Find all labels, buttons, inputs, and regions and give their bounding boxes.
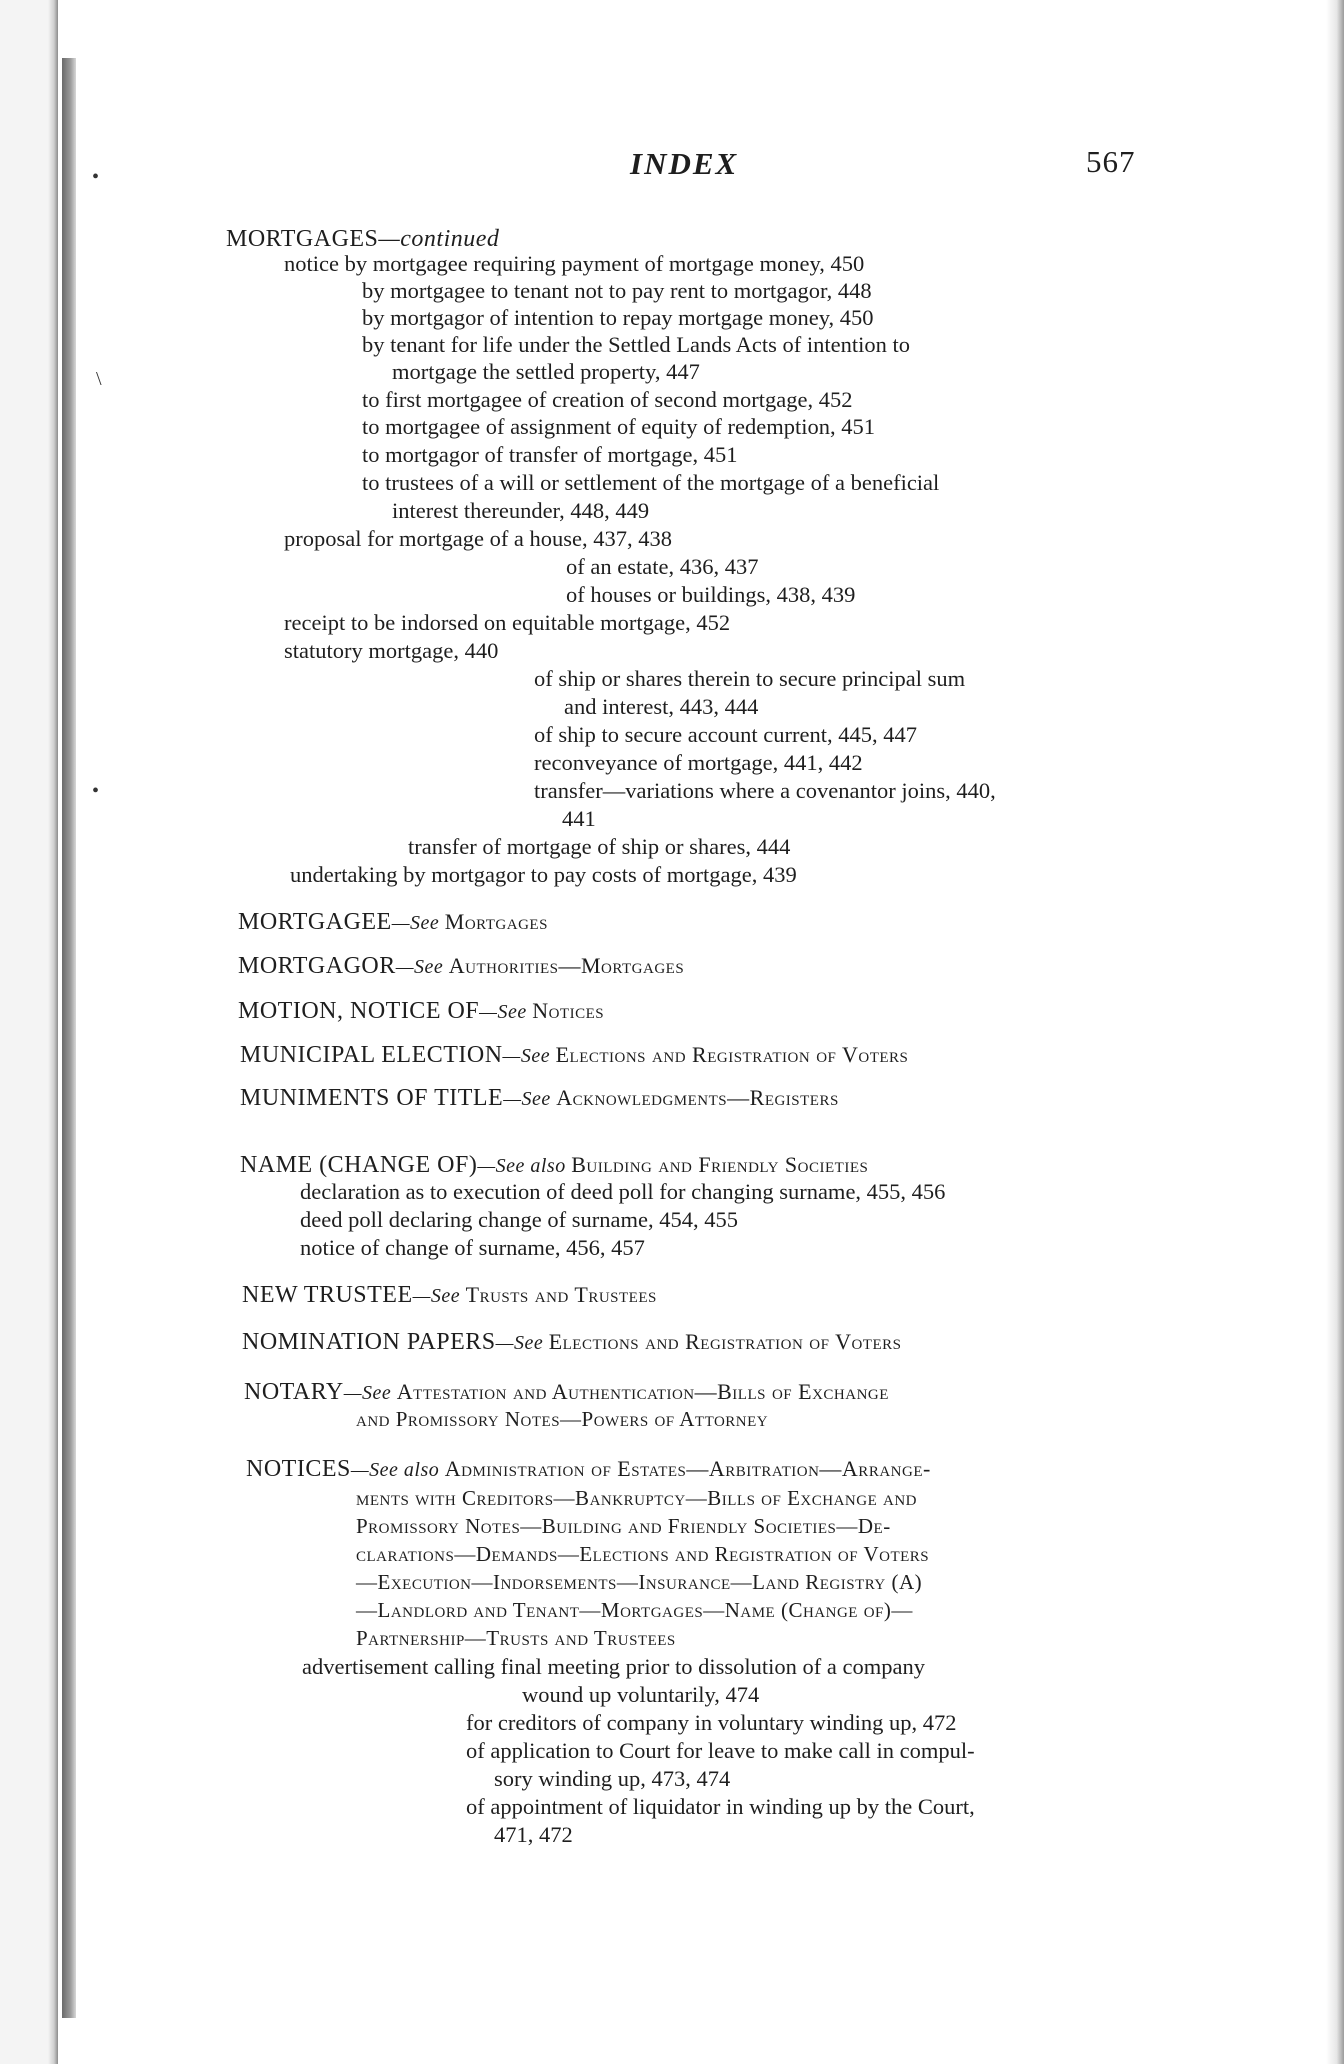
index-subentry: notice of change of surname, 456, 457 [300, 1235, 645, 1260]
cross-reference: clarations—Demands—Elections and Registration of Voters [356, 1542, 930, 1566]
see-label: —See [502, 1045, 556, 1067]
index-entry [240, 1083, 839, 1114]
index-subentry: to trustees of a will or settlement of the mortgage of a beneficial [362, 470, 940, 495]
index-subentry: notice by mortgagee requiring payment of mortgage money, 450 [284, 251, 865, 276]
index-subentry: of ship to secure account current, 445, 447 [534, 722, 918, 747]
see-label: —See [503, 1088, 557, 1110]
index-subentry: to first mortgagee of creation of second mortgage, 452 [362, 387, 853, 412]
index-subentry: of application to Court for leave to make call in compul- [466, 1738, 975, 1763]
entry-heading: NOTARY [244, 1379, 344, 1405]
index-subentry: and interest, 443, 444 [564, 694, 759, 719]
index-subentry: undertaking by mortgagor to pay costs of mortgage, 439 [290, 862, 797, 887]
index-subentry: wound up voluntarily, 474 [522, 1682, 760, 1707]
see-label: —See [479, 1001, 533, 1023]
cross-reference: Acknowledgments—Registers [556, 1085, 839, 1110]
index-subentry: of appointment of liquidator in winding up by the Court, [466, 1794, 975, 1819]
index-subentry: by mortgagee to tenant not to pay rent to mortgagor, 448 [362, 278, 872, 303]
entry-heading: MUNICIPAL ELECTION [240, 1042, 503, 1068]
cross-reference: —Landlord and Tenant—Mortgages—Name (Change of)— [356, 1598, 913, 1622]
see-label: —See [395, 956, 449, 978]
see-label: —See [495, 1332, 549, 1354]
index-subentry: transfer—variations where a covenantor joins, 440, [534, 778, 996, 803]
margin-speck: • [92, 166, 100, 188]
cross-reference: and Promissory Notes—Powers of Attorney [356, 1407, 769, 1431]
right-page-edge [1326, 0, 1344, 2064]
cross-reference: Attestation and Authentication—Bills of Exchange [396, 1379, 889, 1404]
entry-heading: NAME (CHANGE OF) [240, 1152, 478, 1178]
cross-reference: Promissory Notes—Building and Friendly Societies—De- [356, 1514, 891, 1538]
index-subentry: for creditors of company in voluntary winding up, 472 [466, 1710, 957, 1735]
index-subentry: to mortgagor of transfer of mortgage, 451 [362, 442, 738, 467]
cross-reference: Mortgages [444, 909, 548, 934]
see-label: —See also [477, 1155, 572, 1177]
index-subentry: sory winding up, 473, 474 [494, 1766, 731, 1791]
left-page-edge [0, 0, 58, 2064]
cross-reference: Notices [532, 998, 605, 1023]
see-label: —See [412, 1285, 466, 1307]
index-subentry: by mortgagor of intention to repay mortgage money, 450 [362, 305, 874, 330]
index-entry [240, 1040, 908, 1071]
entry-heading: MOTION, NOTICE OF [238, 998, 480, 1024]
margin-speck: • [92, 780, 100, 802]
running-head: INDEX [630, 146, 739, 181]
cross-reference: —Execution—Indorsements—Insurance—Land Registry (A) [356, 1570, 923, 1594]
page-number: 567 [1086, 144, 1136, 179]
index-entry [238, 907, 548, 938]
index-subentry: declaration as to execution of deed poll for changing surname, 455, 456 [300, 1179, 946, 1204]
index-subentry: of ship or shares therein to secure principal sum [534, 666, 966, 691]
index-entry [246, 1454, 931, 1485]
index-subentry: advertisement calling final meeting prior to dissolution of a company [302, 1654, 925, 1679]
index-subentry: proposal for mortgage of a house, 437, 438 [284, 526, 673, 551]
index-entry [244, 1377, 889, 1408]
cross-reference: Trusts and Trustees [465, 1282, 657, 1307]
index-subentry: deed poll declaring change of surname, 454, 455 [300, 1207, 738, 1232]
cross-reference: Building and Friendly Societies [571, 1152, 869, 1177]
index-entry [240, 1150, 868, 1181]
index-subentry: statutory mortgage, 440 [284, 638, 499, 663]
cross-reference: Administration of Estates—Arbitration—Arrange- [444, 1456, 931, 1481]
index-subentry: mortgage the settled property, 447 [392, 359, 700, 384]
index-entry [238, 996, 604, 1027]
see-label: —See [391, 912, 445, 934]
index-entry [242, 1327, 901, 1358]
continued-label: —continued [378, 226, 500, 252]
see-label: —See also [350, 1459, 445, 1481]
entry-heading: NEW TRUSTEE [242, 1282, 413, 1308]
margin-speck: \ [96, 368, 102, 390]
index-subentry: 441 [562, 806, 596, 831]
cross-reference: ments with Creditors—Bankruptcy—Bills of Exchange and [356, 1486, 917, 1510]
index-subentry: by tenant for life under the Settled Lands Acts of intention to [362, 332, 910, 357]
see-label: —See [343, 1382, 397, 1404]
cross-reference: Elections and Registration of Voters [548, 1329, 902, 1354]
entry-heading: MORTGAGEE [238, 909, 392, 935]
index-subentry: of houses or buildings, 438, 439 [566, 582, 856, 607]
index-subentry: interest thereunder, 448, 449 [392, 498, 650, 523]
index-subentry: to mortgagee of assignment of equity of redemption, 451 [362, 414, 876, 439]
index-entry [242, 1280, 657, 1311]
book-spine-shadow [62, 58, 76, 2018]
index-subentry: reconveyance of mortgage, 441, 442 [534, 750, 863, 775]
cross-reference: Partnership—Trusts and Trustees [356, 1626, 676, 1650]
index-entry [238, 951, 684, 982]
index-subentry: transfer of mortgage of ship or shares, 444 [408, 834, 791, 859]
cross-reference: Elections and Registration of Voters [555, 1042, 909, 1067]
index-subentry: of an estate, 436, 437 [566, 554, 759, 579]
entry-heading: NOTICES [246, 1456, 351, 1482]
entry-heading: MORTGAGES [226, 226, 379, 252]
entry-heading: MUNIMENTS OF TITLE [240, 1085, 504, 1111]
index-subentry: receipt to be indorsed on equitable mortgage, 452 [284, 610, 731, 635]
index-subentry: 471, 472 [494, 1822, 573, 1847]
entry-heading: NOMINATION PAPERS [242, 1329, 496, 1355]
cross-reference: Authorities—Mortgages [448, 953, 685, 978]
entry-heading: MORTGAGOR [238, 953, 396, 979]
